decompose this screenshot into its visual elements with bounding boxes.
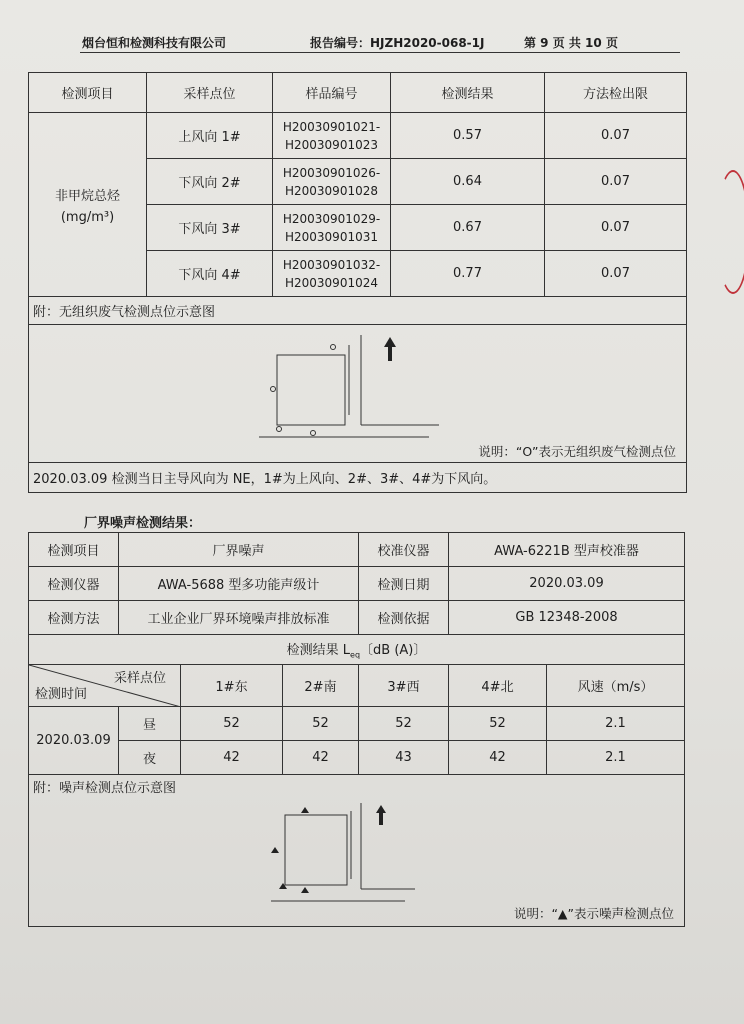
- table-row: [29, 741, 685, 775]
- value-cell: 52: [181, 707, 283, 741]
- col-header: 检测项目: [29, 73, 147, 113]
- sample-id: H20030901032- H20030901024: [273, 251, 391, 297]
- report-number: 报告编号：HJZH2020-068-1J: [310, 36, 485, 50]
- col-header: 方法检出限: [545, 73, 687, 113]
- result-title: 检测结果 $L_{eq}$〔dB (A)〕: [29, 635, 685, 665]
- appendix-label: 附：噪声检测点位示意图: [29, 775, 685, 799]
- diagram-cell: [29, 799, 685, 927]
- wind-note: 2020.03.09 检测当日主导风向为 NE，1#为上风向、2#、3#、4#为下风向。: [29, 463, 687, 493]
- point-1-circle: [331, 345, 336, 350]
- item-label: 检测项目: [29, 533, 119, 567]
- value-cell: 42: [449, 741, 547, 775]
- appendix-row: [29, 775, 685, 799]
- col-header: 检测结果: [391, 73, 545, 113]
- point-1-triangle: [301, 807, 309, 813]
- north-arrow-icon: [376, 805, 386, 813]
- basis-label: 检测依据: [359, 601, 449, 635]
- diagram-row: [29, 325, 687, 463]
- value-cell: 2.1: [547, 707, 685, 741]
- col-header: 风速（m/s）: [547, 665, 685, 707]
- detection-limit: 0.07: [545, 113, 687, 159]
- method-label: 检测方法: [29, 601, 119, 635]
- col-header: 2#南: [283, 665, 359, 707]
- result-value: 0.57: [391, 113, 545, 159]
- point-4-triangle: [279, 883, 287, 889]
- noise-result-table: [28, 532, 685, 927]
- col-header: 样品编号: [273, 73, 391, 113]
- instrument-label: 检测仪器: [29, 567, 119, 601]
- point-3-circle: [277, 427, 282, 432]
- col-header: 1#东: [181, 665, 283, 707]
- noise-site-diagram: [265, 803, 445, 913]
- calib-label: 校准仪器: [359, 533, 449, 567]
- col-header: 4#北: [449, 665, 547, 707]
- value-cell: 43: [359, 741, 449, 775]
- value-cell: 42: [283, 741, 359, 775]
- sample-point: 下风向 2#: [147, 159, 273, 205]
- page-number: 第 9 页 共 10 页: [524, 36, 618, 50]
- value-cell: 52: [449, 707, 547, 741]
- item-name: 非甲烷总烃: [54, 188, 120, 204]
- point-3-triangle: [301, 887, 309, 893]
- date-label: 检测日期: [359, 567, 449, 601]
- noise-section-title: 厂界噪声检测结果：: [84, 516, 202, 531]
- item-cell: [29, 113, 147, 297]
- value-cell: 2.1: [547, 741, 685, 775]
- red-stamp-edge: [716, 170, 744, 294]
- detection-limit: 0.07: [545, 159, 687, 205]
- appendix-label: 附：无组织废气检测点位示意图: [29, 297, 687, 325]
- wind-note-row: [29, 463, 687, 493]
- sample-id: H20030901026- H20030901028: [273, 159, 391, 205]
- point-2-circle: [271, 387, 276, 392]
- table-row: [29, 567, 685, 601]
- company-name: 烟台恒和检测科技有限公司: [82, 36, 227, 50]
- sample-point: 上风向 1#: [147, 113, 273, 159]
- detection-limit: 0.07: [545, 251, 687, 297]
- sample-point: 下风向 4#: [147, 251, 273, 297]
- sample-id: H20030901029- H20030901031: [273, 205, 391, 251]
- vocs-result-table: [28, 72, 687, 493]
- header-rule: [80, 52, 680, 53]
- corner-top-label: 采样点位: [113, 671, 166, 686]
- col-header: 3#西: [359, 665, 449, 707]
- point-2-triangle: [271, 847, 279, 853]
- diagram-cell: [29, 325, 687, 463]
- result-value: 0.67: [391, 205, 545, 251]
- noise-legend: 说明：“▲”表示噪声检测点位: [513, 906, 675, 921]
- north-arrow-icon: [384, 337, 396, 347]
- table-header-row: [29, 73, 687, 113]
- instrument-value: AWA-5688 型多功能声级计: [119, 567, 359, 601]
- item-value: 厂界噪声: [119, 533, 359, 567]
- value-cell: 42: [181, 741, 283, 775]
- vocs-site-diagram: [249, 335, 449, 455]
- period: 夜: [119, 741, 181, 775]
- calib-value: AWA-6221B 型声校准器: [449, 533, 685, 567]
- result-value: 0.77: [391, 251, 545, 297]
- point-4-circle: [311, 431, 316, 436]
- table-row: [29, 601, 685, 635]
- value-cell: 52: [283, 707, 359, 741]
- result-value: 0.64: [391, 159, 545, 205]
- period: 昼: [119, 707, 181, 741]
- table-row: [29, 533, 685, 567]
- corner-cell: [29, 665, 181, 707]
- vocs-legend: 说明：“O”表示无组织废气检测点位: [478, 444, 676, 459]
- method-value: 工业企业厂界环境噪声排放标准: [119, 601, 359, 635]
- column-header-row: [29, 665, 685, 707]
- date-value: 2020.03.09: [449, 567, 685, 601]
- basis-value: GB 12348-2008: [449, 601, 685, 635]
- diagram-row: [29, 799, 685, 927]
- col-header: 采样点位: [147, 73, 273, 113]
- table-row: [29, 707, 685, 741]
- detection-limit: 0.07: [545, 205, 687, 251]
- value-cell: 52: [359, 707, 449, 741]
- appendix-row: [29, 297, 687, 325]
- table-row: [29, 113, 687, 159]
- corner-bottom-label: 检测时间: [35, 687, 88, 702]
- test-date: 2020.03.09: [29, 707, 119, 775]
- sample-id: H20030901021- H20030901023: [273, 113, 391, 159]
- item-unit: (mg/m³): [60, 209, 115, 225]
- result-title-row: [29, 635, 685, 665]
- sample-point: 下风向 3#: [147, 205, 273, 251]
